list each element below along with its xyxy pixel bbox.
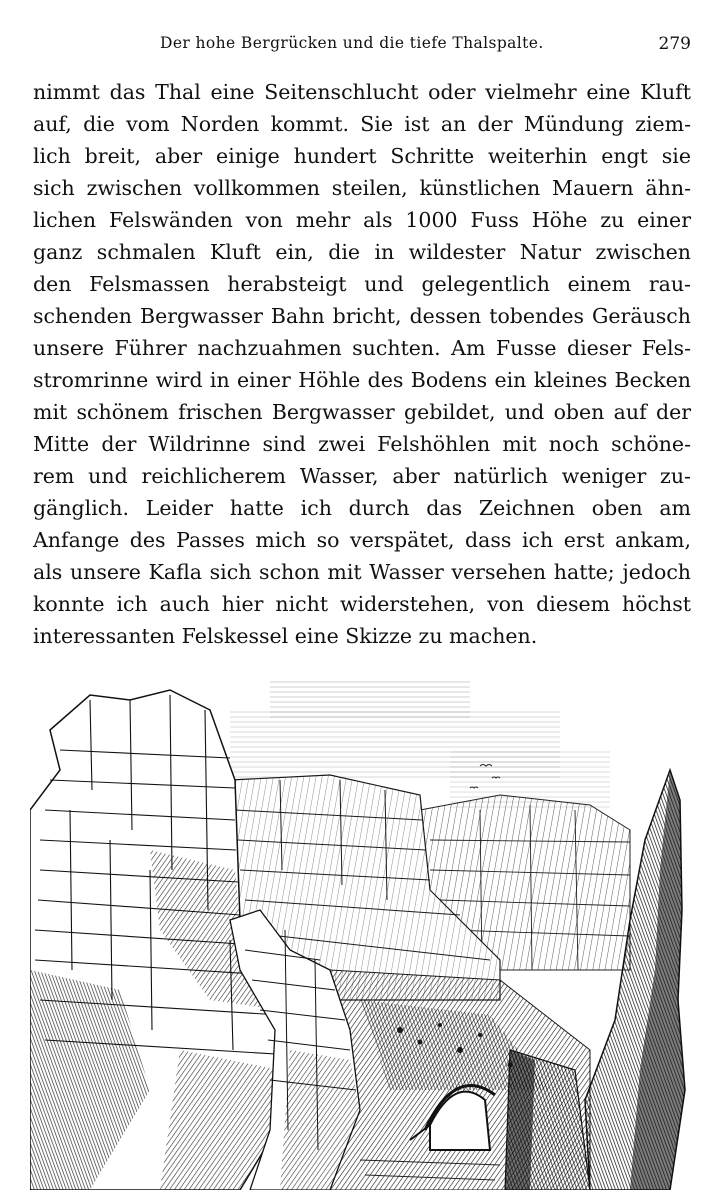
text-line: interessanten Felskessel eine Skizze zu machen. bbox=[33, 624, 538, 648]
text-line: auf, die vom Norden kommt. Sie ist an der Mündung ziem- bbox=[33, 112, 691, 136]
text-line: stromrinne wird in einer Höhle des Bodens ein kleines Becken bbox=[33, 368, 691, 392]
text-line: sich zwischen vollkommen steilen, künstlichen Mauern ähn- bbox=[33, 176, 691, 200]
engraving-rock-gorge-illustration bbox=[30, 670, 695, 1190]
page-number: 279 bbox=[658, 34, 691, 54]
text-line: als unsere Kafla sich schon mit Wasser versehen hatte; jedoch bbox=[33, 560, 691, 584]
text-line: gänglich. Leider hatte ich durch das Zeichnen oben am bbox=[33, 496, 691, 520]
running-head: Der hohe Bergrücken und die tiefe Thalspalte. bbox=[160, 34, 544, 52]
text-line: Mitte der Wildrinne sind zwei Felshöhlen mit noch schöne- bbox=[33, 432, 691, 456]
text-line: Anfange des Passes mich so verspätet, dass ich erst ankam, bbox=[33, 528, 691, 552]
text-line: lichen Felswänden von mehr als 1000 Fuss Höhe zu einer bbox=[33, 208, 691, 232]
text-line: ganz schmalen Kluft ein, die in wildester Natur zwischen bbox=[33, 240, 691, 264]
text-line: lich breit, aber einige hundert Schritte weiterhin engt sie bbox=[33, 144, 691, 168]
body-paragraph bbox=[33, 76, 691, 652]
text-line: nimmt das Thal eine Seitenschlucht oder vielmehr eine Kluft bbox=[33, 80, 691, 104]
text-line: unsere Führer nachzuahmen suchten. Am Fusse dieser Fels- bbox=[33, 336, 691, 360]
text-line: rem und reichlicherem Wasser, aber natürlich weniger zu- bbox=[33, 464, 691, 488]
text-line: schenden Bergwasser Bahn bricht, dessen tobendes Geräusch bbox=[33, 304, 691, 328]
text-line: konnte ich auch hier nicht widerstehen, von diesem höchst bbox=[33, 592, 691, 616]
text-line: den Felsmassen herabsteigt und gelegentlich einem rau- bbox=[33, 272, 691, 296]
text-line: mit schönem frischen Bergwasser gebildet, und oben auf der bbox=[33, 400, 691, 424]
